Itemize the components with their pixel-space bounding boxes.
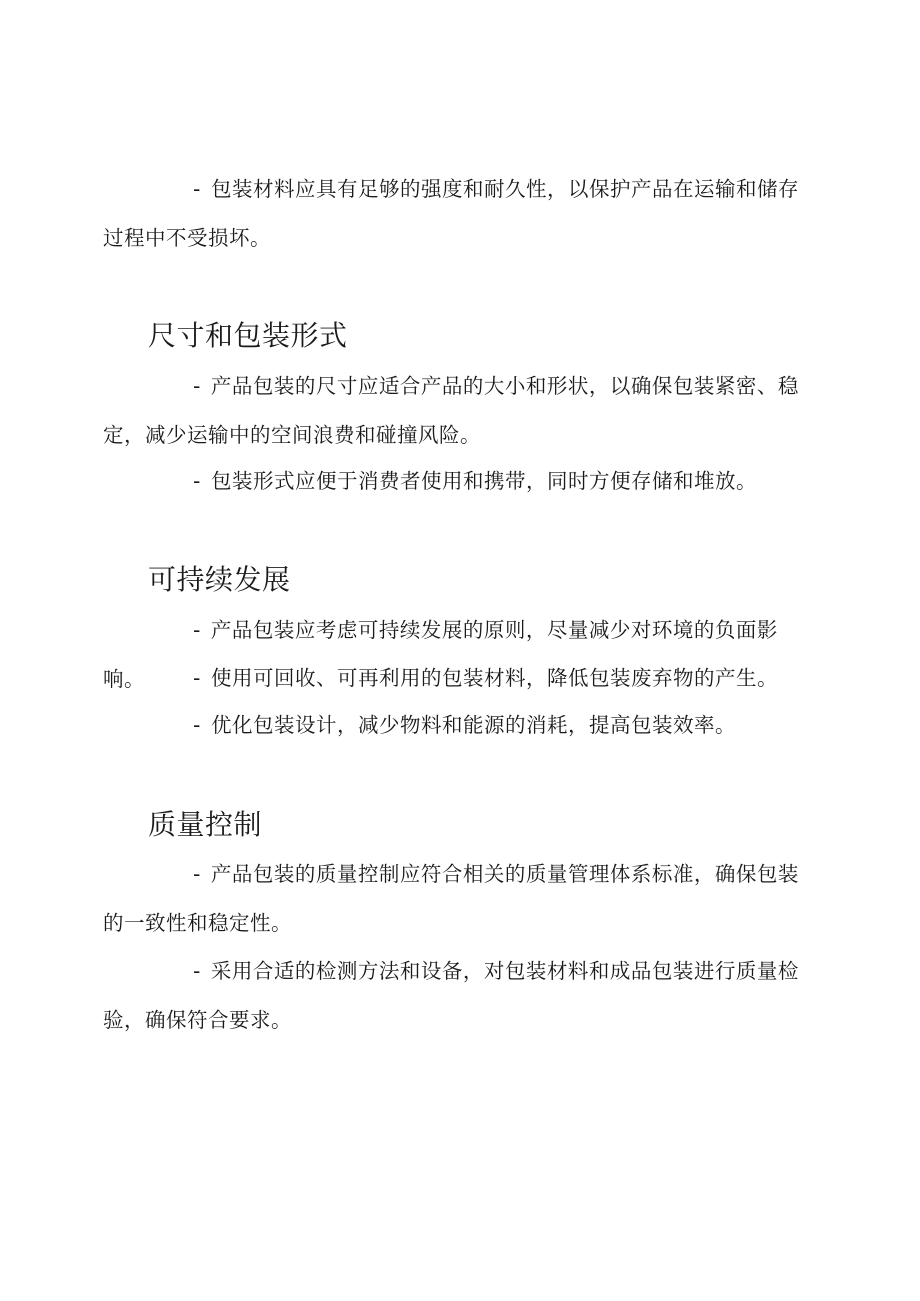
paragraph-text: 包装形式应便于消费者使用和携带，同时方便存储和堆放。 xyxy=(211,469,757,493)
paragraph-strength xyxy=(103,165,803,263)
paragraph-text: 产品包装应考虑可持续发展的原则，尽量减少对环境的负面影响。 xyxy=(103,618,778,691)
heading-size-and-form: 尺寸和包装形式 xyxy=(148,319,348,352)
bullet-dash: - xyxy=(193,862,201,886)
paragraph-quality-standard xyxy=(103,850,803,948)
bullet-dash: - xyxy=(193,959,201,983)
bullet-dash: - xyxy=(193,618,201,642)
bullet-dash: - xyxy=(193,177,201,201)
paragraph-text: 优化包装设计，减少物料和能源的消耗，提高包装效率。 xyxy=(211,713,736,737)
paragraph-text: 产品包装的尺寸应适合产品的大小和形状，以确保包装紧密、稳定，减少运输中的空间浪费和碰撞风险。 xyxy=(103,374,799,447)
bullet-dash: - xyxy=(193,713,201,737)
bullet-dash: - xyxy=(193,666,201,690)
bullet-dash: - xyxy=(193,469,201,493)
heading-quality-control: 质量控制 xyxy=(148,808,263,841)
paragraph-size xyxy=(103,362,803,460)
paragraph-form xyxy=(103,457,803,506)
paragraph-optimize xyxy=(103,701,803,750)
bullet-dash: - xyxy=(193,374,201,398)
paragraph-text: 包装材料应具有足够的强度和耐久性，以保护产品在运输和储存过程中不受损坏。 xyxy=(103,177,799,250)
paragraph-text: 使用可回收、可再利用的包装材料，降低包装废弃物的产生。 xyxy=(211,666,778,690)
paragraph-inspection xyxy=(103,947,803,1045)
paragraph-recyclable xyxy=(103,654,803,703)
heading-sustainability: 可持续发展 xyxy=(148,563,291,596)
paragraph-text: 采用合适的检测方法和设备，对包装材料和成品包装进行质量检验，确保符合要求。 xyxy=(103,959,799,1032)
paragraph-text: 产品包装的质量控制应符合相关的质量管理体系标准，确保包装的一致性和稳定性。 xyxy=(103,862,799,935)
